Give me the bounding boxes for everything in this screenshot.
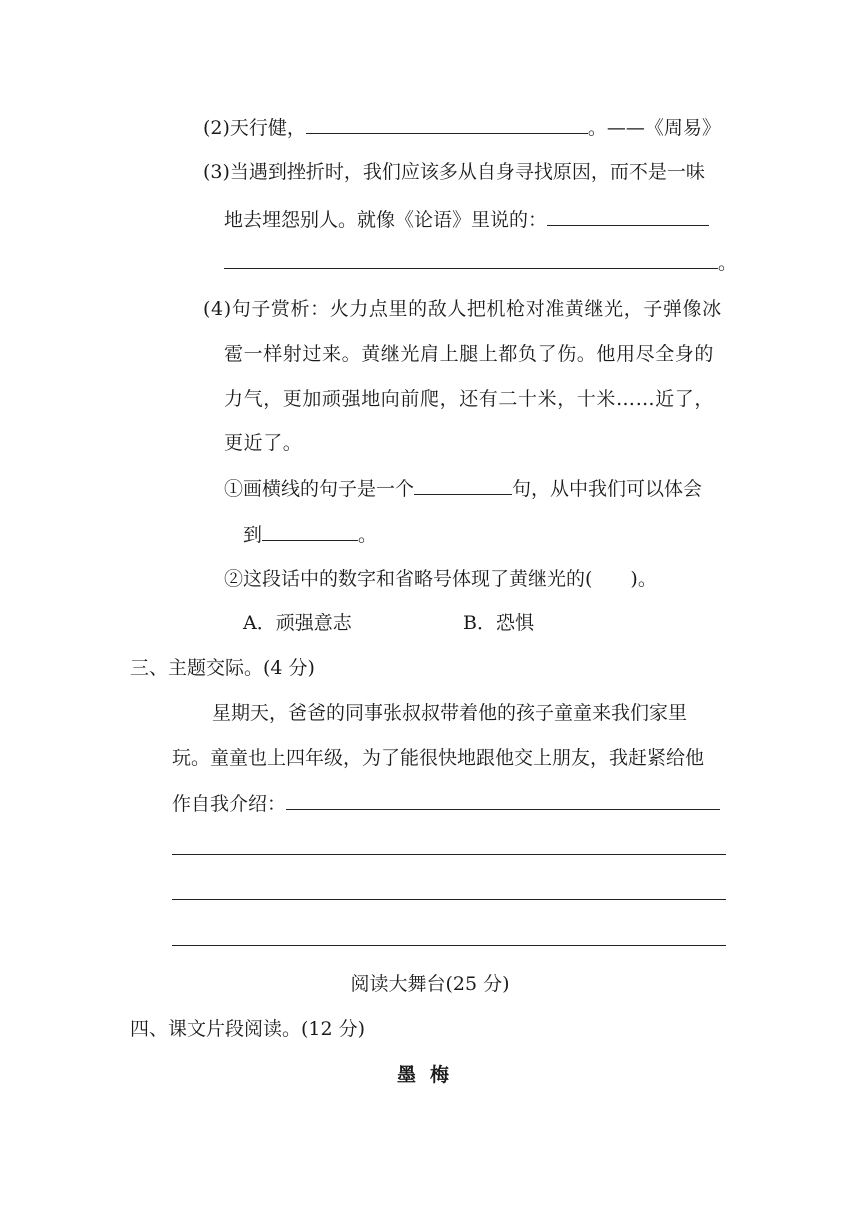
q4-line2: 雹一样射过来。黄继光肩上腿上都负了伤。他用尽全身的 (224, 343, 715, 365)
q3-line1: (3)当遇到挫折时，我们应该多从自身寻找原因，而不是一味 (203, 161, 705, 183)
section3-blank-4[interactable] (172, 927, 726, 946)
q4-sub1-text-b: 句，从中我们可以体会 (512, 478, 703, 500)
q2-answer-blank[interactable] (306, 115, 588, 134)
q4-option-a[interactable]: A．顽强意志 (243, 612, 352, 634)
q2-prefix: (2)天行健， (203, 117, 306, 139)
reading-heading: 阅读大舞台(25 分) (350, 973, 510, 995)
section3-blank-2[interactable] (172, 836, 726, 855)
q3-answer-blank-2[interactable] (224, 250, 718, 269)
q4-line3: 力气，更加顽强地向前爬，还有二十米，十米……近了， (224, 388, 715, 410)
q4-sub2: ②这段话中的数字和省略号体现了黄继光的( )。 (224, 568, 657, 590)
q4-sub1-blank-1[interactable] (414, 476, 512, 495)
q4-sub1-end: 。 (358, 524, 378, 546)
q2-suffix: 。——《周易》 (587, 117, 721, 139)
q4-sub1-text-a: ①画横线的句子是一个 (224, 478, 415, 500)
section3-line4 (172, 836, 726, 862)
q3-line2 (224, 207, 709, 233)
q4-sub1-cont (243, 522, 377, 548)
section3-line5 (172, 881, 726, 907)
section3-heading: 三、主题交际。(4 分) (130, 657, 315, 679)
section3-blank-3[interactable] (172, 881, 726, 900)
q4-sub1-text-c: 到 (243, 524, 263, 546)
q3-line3 (224, 250, 737, 276)
section3-line3 (172, 791, 720, 817)
q4-sub1-blank-2[interactable] (262, 522, 358, 541)
section3-line3-text: 作自我介绍： (172, 793, 287, 815)
section3-line1: 星期天，爸爸的同事张叔叔带着他的孩子童童来我们家里 (212, 702, 688, 724)
question-2 (203, 115, 721, 141)
section3-blank-1[interactable] (286, 791, 720, 810)
section3-line6 (172, 927, 726, 953)
q4-option-b[interactable]: B．恐惧 (463, 612, 534, 634)
q4-sub1 (224, 476, 702, 502)
q3-line2-text: 地去埋怨别人。就像《论语》里说的： (224, 209, 548, 231)
q4-line4: 更近了。 (224, 432, 303, 454)
q4-line1 (203, 296, 722, 322)
section3-line2: 玩。童童也上四年级，为了能很快地跟他交上朋友，我赶紧给他 (172, 747, 705, 769)
passage-title: 墨梅 (396, 1064, 463, 1086)
q3-end-mark: 。 (718, 252, 738, 274)
section4-heading: 四、课文片段阅读。(12 分) (130, 1018, 366, 1040)
q3-answer-blank-1[interactable] (547, 207, 709, 226)
q4-line1-text: (4)句子赏析：火力点里的敌人把机枪对准黄继光，子弹像冰 (203, 298, 722, 320)
